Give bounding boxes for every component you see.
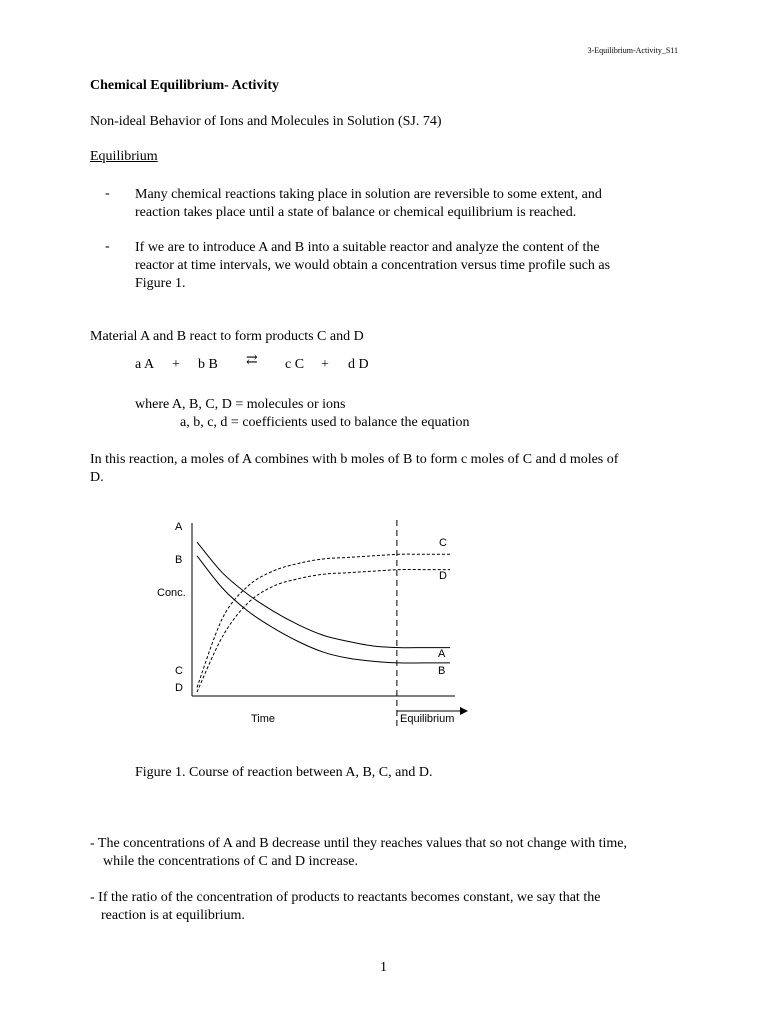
text-line: - The concentrations of A and B decrease until they reaches values that so not change with time, xyxy=(90,836,628,851)
series-start-label-c: C xyxy=(175,665,183,677)
equation-plus: + xyxy=(172,357,180,372)
text-line: - If the ratio of the concentration of products to reactants becomes constant, we say that the xyxy=(90,890,601,905)
bullet-line: reaction takes place until a state of balance or chemical equilibrium is reached. xyxy=(135,205,577,220)
bullet-item xyxy=(135,186,675,222)
equation-term: a A xyxy=(135,357,155,372)
text-line: reaction is at equilibrium. xyxy=(101,908,245,923)
equilibrium-arrow-icon: ⇄ xyxy=(246,353,258,368)
material-intro: Material A and B react to form products C and D xyxy=(90,329,364,344)
equation-term: d D xyxy=(348,357,369,372)
x-axis-label: Time xyxy=(251,713,276,725)
where-coefficients: a, b, c, d = coefficients used to balance the equation xyxy=(180,415,470,430)
page-title: Chemical Equilibrium- Activity xyxy=(90,78,279,93)
page-number: 1 xyxy=(380,960,387,975)
bullet-marker: - xyxy=(105,239,110,254)
conclusion-paragraph xyxy=(90,889,710,925)
figure-1-chart xyxy=(150,515,470,730)
series-start-label-d: D xyxy=(175,682,183,694)
reaction-description xyxy=(90,451,680,487)
conclusion-paragraph xyxy=(90,835,710,871)
subtitle: Non-ideal Behavior of Ions and Molecules in Solution (SJ. 74) xyxy=(90,114,442,129)
equation-plus: + xyxy=(321,357,329,372)
chart-svg xyxy=(150,515,470,730)
series-end-label-c: C xyxy=(439,537,447,549)
series-end-label-b: B xyxy=(438,665,446,677)
series-line-b xyxy=(197,556,450,663)
figure-caption: Figure 1. Course of reaction between A, B, C, and D. xyxy=(135,765,433,780)
bullet-line: If we are to introduce A and B into a suitable reactor and analyze the content of the xyxy=(135,240,600,255)
series-line-a xyxy=(197,542,450,648)
bullet-line: reactor at time intervals, we would obtain a concentration versus time profile such as xyxy=(135,258,611,273)
text-line: D. xyxy=(90,470,104,485)
y-axis-label: Conc. xyxy=(157,587,186,599)
text-line: In this reaction, a moles of A combines with b moles of B to form c moles of C and d moles of xyxy=(90,452,619,467)
section-heading: Equilibrium xyxy=(90,149,158,164)
series-end-label-a: A xyxy=(438,648,446,660)
equilibrium-label: Equilibrium xyxy=(400,713,455,725)
document-reference: 3-Equilibrium-Activity_S11 xyxy=(587,46,678,55)
time-arrow-head-icon xyxy=(460,707,468,715)
bullet-item xyxy=(135,239,675,293)
series-start-label-b: B xyxy=(175,554,183,566)
bullet-line: Many chemical reactions taking place in solution are reversible to some extent, and xyxy=(135,187,602,202)
series-start-label-a: A xyxy=(175,521,183,533)
where-definition: where A, B, C, D = molecules or ions xyxy=(135,397,346,412)
series-end-label-d: D xyxy=(439,570,447,582)
bullet-line: Figure 1. xyxy=(135,276,186,291)
text-line: while the concentrations of C and D increase. xyxy=(103,854,359,869)
equation-term: b B xyxy=(198,357,218,372)
equation-term: c C xyxy=(285,357,305,372)
series-line-d xyxy=(197,569,450,692)
bullet-marker: - xyxy=(105,186,110,201)
